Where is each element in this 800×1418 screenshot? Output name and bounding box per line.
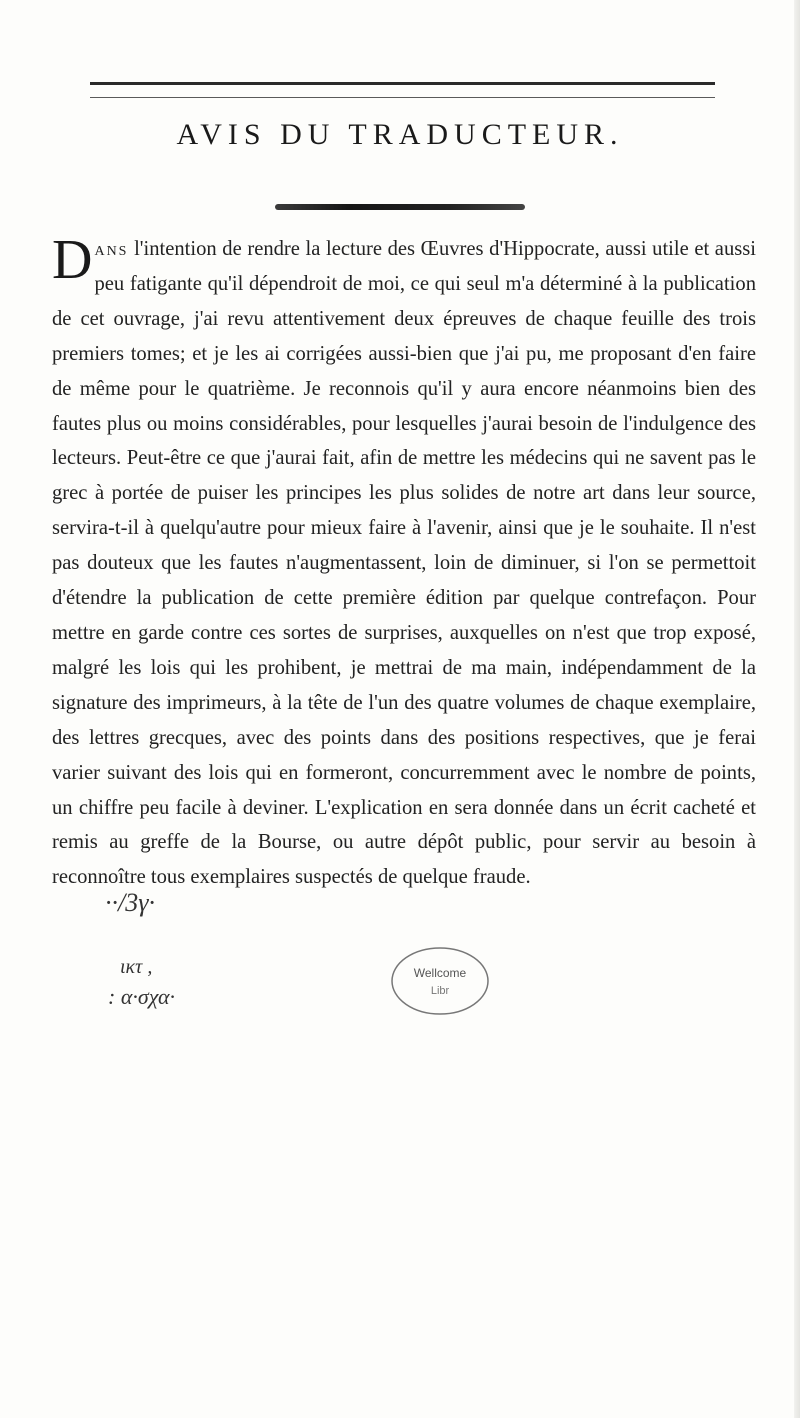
- top-rule: [90, 82, 715, 85]
- title-divider: [275, 204, 525, 210]
- stamp-line-1: Wellcome: [413, 966, 467, 980]
- body-paragraph: [52, 229, 756, 895]
- library-stamp: [388, 944, 492, 1018]
- top-rule-thin: [90, 97, 715, 98]
- stamp-line-2: Libr: [430, 985, 450, 997]
- paragraph-text: l'intention de rendre la lecture des Œuvres d'Hippocrate, aussi utile et aussi peu fatigante qu'il dépendroit de moi, ce qui seul m'a déterminé à la publication de cet ouvrage, j'ai revu attentivement deux épreuves de chaque feuille des trois premiers tomes; et je les ai corrigées aussi-bien que j'ai pu, me proposant d'en faire de même pour le quatrième. Je reconnois qu'il y aura encore néanmoins bien des fautes plus ou moins considérables, pour lesquelles j'aurai besoin de l'indulgence des lecteurs. Peut-être ce que j'aurai fait, afin de mettre les médecins qui ne savent pas le grec à portée de puiser les principes les plus solides de notre art dans leur source, servira-t-il à quelqu'autre pour mieux faire à l'avenir, ainsi que je le souhaite. Il n'est pas douteux que les fautes n'augmentassent, loin de diminuer, si l'on se permettoit d'étendre la publication de cette première édition par quelque contrefaçon. Pour mettre en garde contre ces sortes de surprises, auxquelles on n'est que trop exposé, malgré les lois qui les prohibent, je mettrai de ma main, indépendamment de la signature des imprimeurs, à la tête de l'un des quatre volumes de chaque exemplaire, des lettres grecques, avec des points dans des positions respectives, que je ferai varier suivant des lois qui en formeront, concurremment avec le nombre de points, un chiffre peu facile à deviner. L'explication en sera donnée dans un écrit cacheté et remis au greffe de la Bourse, ou autre dépôt public, pour servir au besoin à reconnoître tous exemplaires suspectés de quelque fraude.: [52, 238, 756, 889]
- handwritten-mark-3: : α·σχα·: [108, 984, 175, 1009]
- handwritten-mark-2: ικτ ,: [120, 956, 153, 978]
- page-title: AVIS DU TRADUCTEUR.: [176, 118, 624, 151]
- lead-smallcaps: ans: [94, 238, 129, 260]
- handwritten-mark-1: ··/3γ·: [105, 888, 155, 917]
- drop-cap: D: [52, 229, 93, 291]
- scan-edge: [794, 0, 800, 1418]
